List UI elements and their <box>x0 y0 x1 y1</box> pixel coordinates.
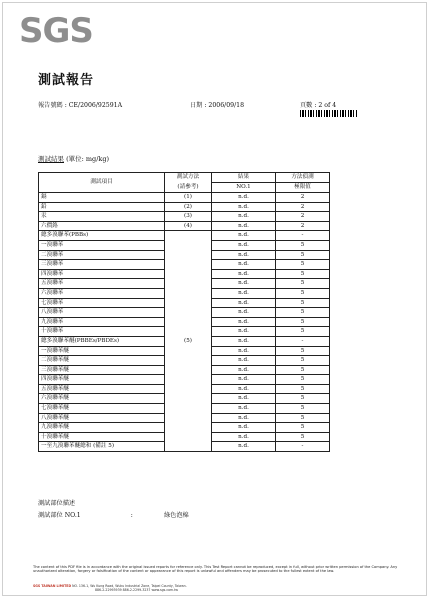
row-result: n.d. <box>212 298 276 308</box>
row-item: 六價鉻 <box>39 221 165 231</box>
row-limit: 5 <box>276 260 330 270</box>
footer-disclaimer: The content of this PDF file is in accordance with the original issued reports for reference only. This Test Report cannot be reproduced, except in full, without prior written permission of the Company. Any unauthorized alteration, forgery or falsification of the content or appearance of this report is unlawful and offenders may be prosecuted to the fullest extent of the law. <box>33 565 398 574</box>
row-result: n.d. <box>212 288 276 298</box>
table-row <box>39 221 330 231</box>
row-item: 九溴聯苯 <box>39 317 165 327</box>
row-item: 一溴聯苯醚 <box>39 346 165 356</box>
row-limit: 2 <box>276 193 330 203</box>
report-title: 測試報告 <box>38 73 95 88</box>
table-row <box>39 336 330 346</box>
row-method <box>165 260 212 270</box>
footer-contact: 886-2-22993939 886-2-2299-3237 www.sgs.com.tw <box>95 588 179 592</box>
row-item: 四溴聯苯 <box>39 269 165 279</box>
row-item: 三溴聯苯醚 <box>39 365 165 375</box>
row-method <box>165 317 212 327</box>
footer-address-block <box>33 584 405 592</box>
header-sample-1: 結果 <box>212 173 276 183</box>
row-limit: 5 <box>276 394 330 404</box>
row-method <box>165 394 212 404</box>
page-number: 頁數 : 2 of 4 <box>300 102 337 109</box>
row-method <box>165 298 212 308</box>
row-item: 八溴聯苯 <box>39 308 165 318</box>
row-result: n.d. <box>212 404 276 414</box>
row-method: (2) <box>165 202 212 212</box>
row-result: n.d. <box>212 221 276 231</box>
footer-address: NO. 136-1, Wu Kung Road, Wuku Industrial Zone, Taipei County, Taiwan. <box>72 584 187 588</box>
table-header-row <box>39 173 330 183</box>
row-item: 三溴聯苯 <box>39 260 165 270</box>
row-method <box>165 432 212 442</box>
row-limit: 5 <box>276 365 330 375</box>
row-limit: 5 <box>276 279 330 289</box>
row-item: 二溴聯苯醚 <box>39 356 165 366</box>
row-result: n.d. <box>212 327 276 337</box>
row-method: (5) <box>165 336 212 346</box>
row-result: n.d. <box>212 260 276 270</box>
table-row <box>39 298 330 308</box>
row-limit: 5 <box>276 413 330 423</box>
table-row <box>39 346 330 356</box>
row-limit: 5 <box>276 384 330 394</box>
row-result: n.d. <box>212 365 276 375</box>
row-result: n.d. <box>212 202 276 212</box>
table-row <box>39 288 330 298</box>
row-limit: 5 <box>276 250 330 260</box>
row-item: 二溴聯苯 <box>39 250 165 260</box>
table-row <box>39 279 330 289</box>
row-item: 五溴聯苯醚 <box>39 384 165 394</box>
row-limit: - <box>276 231 330 241</box>
row-item: 八溴聯苯醚 <box>39 413 165 423</box>
row-item: 六溴聯苯 <box>39 288 165 298</box>
row-result: n.d. <box>212 231 276 241</box>
header-method-1: 測試方法 <box>165 173 212 183</box>
row-method <box>165 413 212 423</box>
table-row <box>39 269 330 279</box>
row-method <box>165 250 212 260</box>
row-item: 十溴聯苯 <box>39 327 165 337</box>
table-row <box>39 193 330 203</box>
table-row <box>39 317 330 327</box>
sgs-logo-text: SGS <box>19 11 93 51</box>
row-item: 七溴聯苯 <box>39 298 165 308</box>
table-row <box>39 356 330 366</box>
table-row <box>39 384 330 394</box>
row-item: 一溴聯苯 <box>39 240 165 250</box>
row-method <box>165 423 212 433</box>
row-method <box>165 365 212 375</box>
row-limit: 5 <box>276 346 330 356</box>
row-result: n.d. <box>212 432 276 442</box>
part-separator: : <box>130 512 133 519</box>
row-limit: 5 <box>276 432 330 442</box>
part-value: 綠色泡棉 <box>164 512 189 519</box>
row-method <box>165 288 212 298</box>
row-item: 四溴聯苯醚 <box>39 375 165 385</box>
table-row <box>39 365 330 375</box>
row-result: n.d. <box>212 413 276 423</box>
row-limit: 5 <box>276 308 330 318</box>
row-limit: 5 <box>276 327 330 337</box>
row-result: n.d. <box>212 375 276 385</box>
header-method-2: (請參考) <box>165 183 212 193</box>
row-item: 鎘 <box>39 193 165 203</box>
header-limit-2: 極限值 <box>276 183 330 193</box>
table-row <box>39 442 330 452</box>
table-row <box>39 260 330 270</box>
row-method <box>165 231 212 241</box>
row-limit: 5 <box>276 288 330 298</box>
row-result: n.d. <box>212 317 276 327</box>
description-title: 測試部位描述 <box>38 500 76 507</box>
table-row <box>39 212 330 222</box>
row-method: (1) <box>165 193 212 203</box>
table-row <box>39 308 330 318</box>
row-result: n.d. <box>212 442 276 452</box>
row-result: n.d. <box>212 423 276 433</box>
table-row <box>39 423 330 433</box>
row-limit: 5 <box>276 404 330 414</box>
row-result: n.d. <box>212 240 276 250</box>
row-item: 九溴聯苯醚 <box>39 423 165 433</box>
row-result: n.d. <box>212 193 276 203</box>
row-method <box>165 279 212 289</box>
row-method: (3) <box>165 212 212 222</box>
row-method <box>165 442 212 452</box>
results-table <box>38 172 330 452</box>
row-limit: 2 <box>276 202 330 212</box>
row-result: n.d. <box>212 356 276 366</box>
row-item: 六溴聯苯醚 <box>39 394 165 404</box>
description-part-label <box>38 510 133 519</box>
row-result: n.d. <box>212 394 276 404</box>
row-limit: 5 <box>276 423 330 433</box>
report-number: 報告號碼 : CE/2006/92591A <box>38 102 123 109</box>
barcode <box>300 110 358 117</box>
row-item: 總多溴聯苯(PBBs) <box>39 231 165 241</box>
table-row <box>39 394 330 404</box>
row-limit: 5 <box>276 269 330 279</box>
row-item: 汞 <box>39 212 165 222</box>
row-item: 七溴聯苯醚 <box>39 404 165 414</box>
row-limit: 2 <box>276 212 330 222</box>
row-result: n.d. <box>212 308 276 318</box>
section-unit: (單位: mg/kg) <box>66 155 110 163</box>
row-method <box>165 404 212 414</box>
row-result: n.d. <box>212 384 276 394</box>
row-result: n.d. <box>212 336 276 346</box>
row-limit: 5 <box>276 240 330 250</box>
row-limit: 5 <box>276 375 330 385</box>
row-method <box>165 346 212 356</box>
row-method <box>165 240 212 250</box>
part-label: 測試部位 NO.1 <box>38 512 81 519</box>
row-method <box>165 269 212 279</box>
table-row <box>39 202 330 212</box>
row-item: 五溴聯苯 <box>39 279 165 289</box>
table-row <box>39 250 330 260</box>
table-row <box>39 240 330 250</box>
table-row <box>39 432 330 442</box>
row-result: n.d. <box>212 212 276 222</box>
footer-company: SGS TAIWAN LIMITED <box>33 584 72 588</box>
table-row <box>39 231 330 241</box>
header-limit-1: 方法偵測 <box>276 173 330 183</box>
row-result: n.d. <box>212 269 276 279</box>
row-method <box>165 375 212 385</box>
row-method: (4) <box>165 221 212 231</box>
table-row <box>39 327 330 337</box>
row-item: 一至九溴聯苯醚總和 (備註 5) <box>39 442 165 452</box>
row-method <box>165 308 212 318</box>
header-sample-2: NO.1 <box>212 183 276 193</box>
table-row <box>39 375 330 385</box>
section-heading <box>38 154 109 163</box>
row-limit: - <box>276 442 330 452</box>
row-item: 總多溴聯苯醚(PBBEs/PBDEs) <box>39 336 165 346</box>
row-limit: - <box>276 336 330 346</box>
row-limit: 5 <box>276 356 330 366</box>
row-item: 十溴聯苯醚 <box>39 432 165 442</box>
row-result: n.d. <box>212 346 276 356</box>
row-limit: 5 <box>276 298 330 308</box>
row-limit: 5 <box>276 317 330 327</box>
row-method <box>165 384 212 394</box>
table-row <box>39 404 330 414</box>
section-title: 測試結果 <box>38 155 64 163</box>
row-result: n.d. <box>212 279 276 289</box>
row-method <box>165 327 212 337</box>
row-method <box>165 356 212 366</box>
row-item: 鉛 <box>39 202 165 212</box>
table-row <box>39 413 330 423</box>
header-item: 測試項目 <box>39 173 165 193</box>
row-result: n.d. <box>212 250 276 260</box>
row-limit: 2 <box>276 221 330 231</box>
report-date: 日期 : 2006/09/18 <box>190 102 245 109</box>
